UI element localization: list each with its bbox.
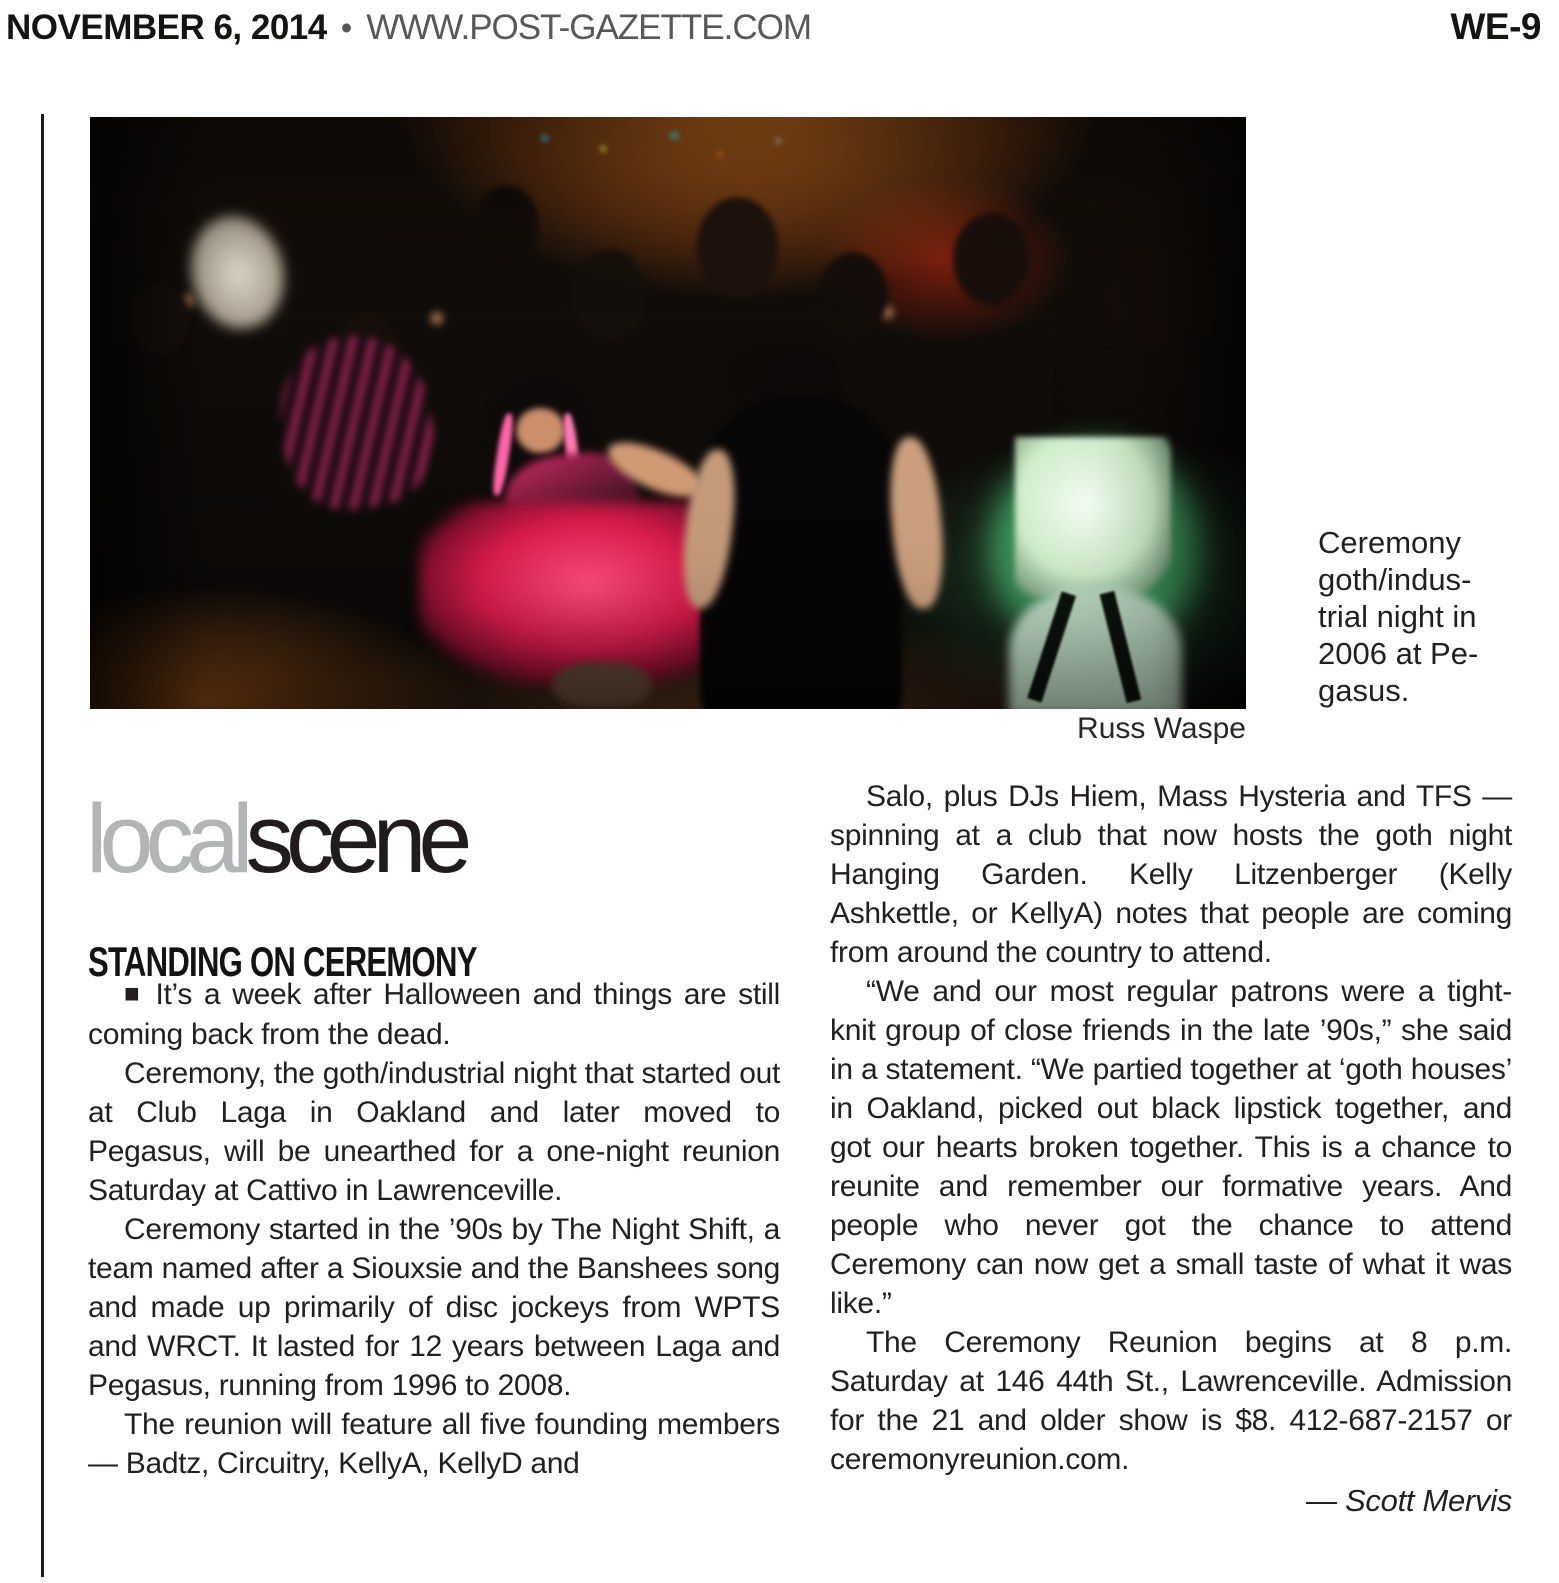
caption-line: Ceremony	[1318, 525, 1461, 560]
article-photo	[90, 117, 1246, 709]
photo-caption	[1318, 524, 1528, 709]
paragraph: The reunion will feature all five founding members — Badtz, Circuitry, KellyA, KellyD and	[88, 1408, 780, 1480]
dancer-face	[515, 407, 566, 454]
paragraph: Ceremony started in the ’90s by The Night Shift, a team named after a Siouxsie and the Banshees song and made up primarily of disc jockeys from WPTS and WRCT. It lasted for 12 years between Laga and Pegasus, running from 1996 to 2008.	[88, 1213, 780, 1402]
caption-line: trial night in	[1318, 599, 1477, 634]
article-headline: STANDING ON CEREMONY	[88, 938, 477, 985]
paragraph: “We and our most regular patrons were a tight-knit group of close friends in the late ’90s,” she said in a statement. “We partied together at ‘goth houses’ in Oakland, picked out black lipstick together, and got our hearts broken together. This is a chance to reunite and remember our formative years. And people who never got the chance to attend Ceremony can now get a small taste of what it was like.”	[830, 975, 1512, 1320]
caption-line: goth/indus-	[1318, 562, 1472, 597]
paragraph: Ceremony, the goth/industrial night that started out at Club Laga in Oakland and later moved to Pegasus, will be unearthed for a one-night reunion Saturday at Cattivo in Lawrenceville.	[88, 1057, 780, 1207]
masthead-page-number: WE-9	[1450, 6, 1541, 47]
masthead-separator-dot: •	[340, 9, 353, 46]
masthead-date: NOVEMBER 6, 2014	[6, 8, 327, 47]
paragraph	[88, 975, 780, 1054]
article-column-right	[830, 777, 1512, 1520]
paragraph: Salo, plus DJs Hiem, Mass Hysteria and TFS — spinning at a club that now hosts the goth night Hanging Garden. Kelly Litzenberger (Kelly Ashkettle, or KellyA) notes that people are coming from around the country to attend.	[830, 780, 1512, 969]
masthead-website: WWW.POST-GAZETTE.COM	[366, 8, 812, 47]
paragraph-text: It’s a week after Halloween and things are still coming back from the dead.	[88, 978, 780, 1051]
fishnet-legs	[552, 662, 650, 709]
caption-line: gasus.	[1318, 673, 1410, 708]
bullet-square-icon: ■	[124, 978, 144, 1008]
article-byline: — Scott Mervis	[1306, 1483, 1512, 1518]
left-column-rule	[41, 114, 44, 1577]
blonde-dancer-hair	[1015, 437, 1171, 597]
paragraph: The Ceremony Reunion begins at 8 p.m. Saturday at 146 44th St., Lawrenceville. Admission for the 21 and older show is $8. 412-687-2157 or ceremonyreunion.com.	[830, 1326, 1512, 1476]
section-title-scene: scene	[245, 784, 465, 893]
section-title-local: local	[86, 784, 246, 893]
photo-credit: Russ Waspe	[1077, 712, 1246, 745]
section-title	[86, 784, 465, 893]
man-in-black-torso	[700, 395, 901, 709]
pink-tutu	[419, 502, 725, 686]
masthead	[6, 6, 1541, 48]
article-column-left	[88, 975, 780, 1483]
caption-line: 2006 at Pe-	[1318, 636, 1479, 671]
